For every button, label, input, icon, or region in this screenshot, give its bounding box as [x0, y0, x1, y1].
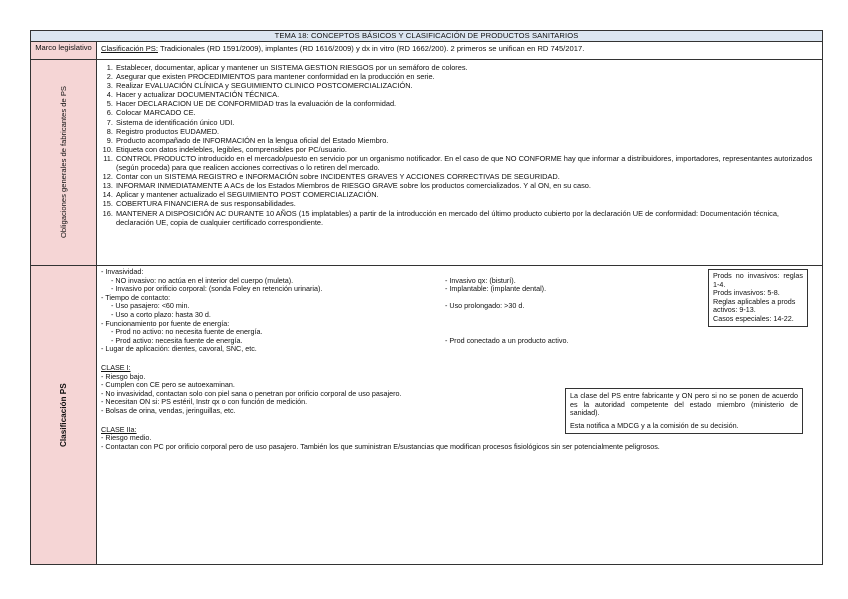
crit-activo-text: - Prod activo: necesita fuente de energía. [111, 335, 243, 345]
crit-lugar: - Lugar de aplicación: dientes, cavoral, SNC, etc. [101, 344, 257, 354]
marco-label: Marco legislativo [35, 43, 92, 52]
obligaciones-content-cell [97, 60, 823, 266]
crit-invasivo-qx: - Invasivo qx: (bisturí). [445, 275, 516, 285]
reglas-box [708, 269, 808, 327]
crit-tiempo: - Tiempo de contacto: [101, 292, 171, 302]
crit-invasividad: - Invasividad: [101, 267, 144, 276]
obligacion-item: 13. INFORMAR INMEDIATAMENTE A ACs de los Estados Miembros de RIESGO GRAVE sobre los productos comercializados. Y al ON, en su caso. [115, 181, 818, 190]
title-row [31, 31, 823, 42]
clase1-item-4: - Bolsas de orina, vendas, jeringuillas, etc. [101, 405, 236, 415]
concepts-table [30, 30, 823, 565]
obligacion-item: 5. Hacer DECLARACION UE DE CONFORMIDAD tras la evaluación de la conformidad. [115, 99, 818, 108]
crit-orificio-text: - Invasivo por orificio corporal: (sonda Foley en retención urinaria). [111, 284, 323, 294]
reglas-line-2: Reglas aplicables a prods activos: 9-13. [713, 296, 796, 315]
reglas-line-3: Casos especiales: 14-22. [713, 313, 794, 323]
clasificacion-row [31, 266, 823, 565]
marco-body: Tradicionales (RD 1591/2009), implantes (RD 1616/2009) y dx in vitro (RD 1662/200). 2 primeros se unifican en RD 745/2017. [157, 44, 585, 53]
crit-no-activo: - Prod no activo: no necesita fuente de energía. [111, 327, 263, 337]
clasificacion-content-cell [97, 266, 823, 565]
clasificacion-label-cell [31, 266, 97, 565]
obligacion-item: 7. Sistema de identificación único UDI. [115, 118, 818, 127]
obligaciones-row [31, 60, 823, 266]
clase1-item-0: - Riesgo bajo. [101, 371, 146, 381]
obligacion-item: 10. Etiqueta con datos indelebles, legibles, comprensibles por PC/usuario. [115, 145, 818, 154]
obligaciones-list [97, 60, 822, 228]
document-sheet [30, 30, 822, 565]
clase1-item-3: - Necesitan ON si: PS estéril, Instr qx o con función de medición. [101, 397, 308, 407]
obligacion-item: 12. Contar con un SISTEMA REGISTRO e INFORMACIÓN sobre INCIDENTES GRAVES Y ACCIONES CORRECTIVAS DE SEGURIDAD. [115, 172, 818, 181]
reglas-line-0: Prods no invasivos: reglas 1-4. [713, 271, 803, 289]
obligacion-item: 11. CONTROL PRODUCTO introducido en el mercado/puesto en servicio por un organismo notificador. En el caso de que NO CONFORME hay que informar a distribuidores, importadores, representantes autorizados (según proceda) para que realicen acciones correctivas o lo retiren del mercado. [115, 154, 818, 172]
clase-note-0: La clase del PS entre fabricante y ON pero si no se ponen de acuerdo es la autoridad competente del estado miembro (ministerio de sanidad). [570, 391, 798, 418]
clase2a-heading: CLASE IIa: [101, 424, 137, 434]
clase-note-box [565, 388, 803, 434]
reglas-line-1: Prods invasivos: 5-8. [713, 288, 780, 298]
obligacion-item: 14. Aplicar y mantener actualizado el SEGUIMIENTO POST COMERCIALIZACIÓN. [115, 190, 818, 199]
marco-row [31, 42, 823, 60]
crit-implantable: - Implantable: (implante dental). [445, 284, 547, 294]
crit-prolongado: - Uso prolongado: >30 d. [445, 301, 525, 311]
obligaciones-label-cell [31, 60, 97, 266]
clase1-item-1: - Cumplen con CE pero se autoexaminan. [101, 380, 235, 390]
crit-no-invasivo-text: - NO invasivo: no actúa en el interior del cuerpo (muleta). [111, 275, 294, 285]
clasificacion-label: Clasificación PS [59, 383, 68, 447]
clase1-item-2: - No invasividad, contactan solo con piel sana o penetran por orificio corporal de uso pasajero. [101, 388, 402, 398]
crit-corto: - Uso a corto plazo: hasta 30 d. [111, 309, 211, 319]
obligacion-item: 2. Asegurar que existen PROCEDIMIENTOS para mantener conformidad en la producción en serie. [115, 72, 818, 81]
clase-note-1: Esta notifica a MDCG y a la comisión de su decisión. [570, 420, 739, 430]
obligacion-item: 8. Registro productos EUDAMED. [115, 127, 818, 136]
marco-content-cell [97, 42, 823, 60]
obligacion-item: 15. COBERTURA FINANCIERA de sus responsabilidades. [115, 199, 818, 208]
obligacion-item: 1. Establecer, documentar, aplicar y mantener un SISTEMA GESTION RIESGOS por un semáforo de colores. [115, 63, 818, 72]
marco-text [97, 42, 822, 59]
obligacion-item: 9. Producto acompañado de INFORMACIÓN en la lengua oficial del Estado Miembro. [115, 136, 818, 145]
obligacion-item: 3. Realizar EVALUACIÓN CLÍNICA y SEGUIMIENTO CLINICO POSTCOMERCIALIZACIÓN. [115, 81, 818, 90]
marco-label-cell [31, 42, 97, 60]
obligaciones-label: Obligaciones generales de fabricantes de PS [59, 86, 68, 239]
obligacion-item: 16. MANTENER A DISPOSICIÓN AC DURANTE 10 AÑOS (15 implatables) a partir de la introducción en mercado del último producto cubierto por la declaración UE de conformidad: Documentación técnica, declaración UE, copia de cualquier certificado correspondiente. [115, 209, 818, 227]
obligacion-item: 4. Hacer y actualizar DOCUMENTACIÓN TÉCNICA. [115, 90, 818, 99]
clase2a-item-0: - Riesgo medio. [101, 433, 152, 443]
clase2a-item-1: - Contactan con PC por orificio corporal pero de uso pasajero. También los que suministran E/sustancias que modifican procesos fisiológicos sin ser potencialmente peligrosos. [101, 441, 660, 451]
clase1-heading: CLASE I: [101, 362, 131, 372]
obligacion-item: 6. Colocar MARCADO CE. [115, 108, 818, 117]
crit-pasajero-text: - Uso pasajero: <60 min. [111, 301, 190, 311]
crit-funcionamiento: - Funcionamiento por fuente de energía: [101, 318, 230, 328]
crit-conectado: - Prod conectado a un producto activo. [445, 335, 569, 345]
marco-heading: Clasificación PS: [101, 44, 158, 53]
document-title: TEMA 18: CONCEPTOS BÁSICOS Y CLASIFICACIÓN DE PRODUCTOS SANITARIOS [31, 31, 823, 42]
